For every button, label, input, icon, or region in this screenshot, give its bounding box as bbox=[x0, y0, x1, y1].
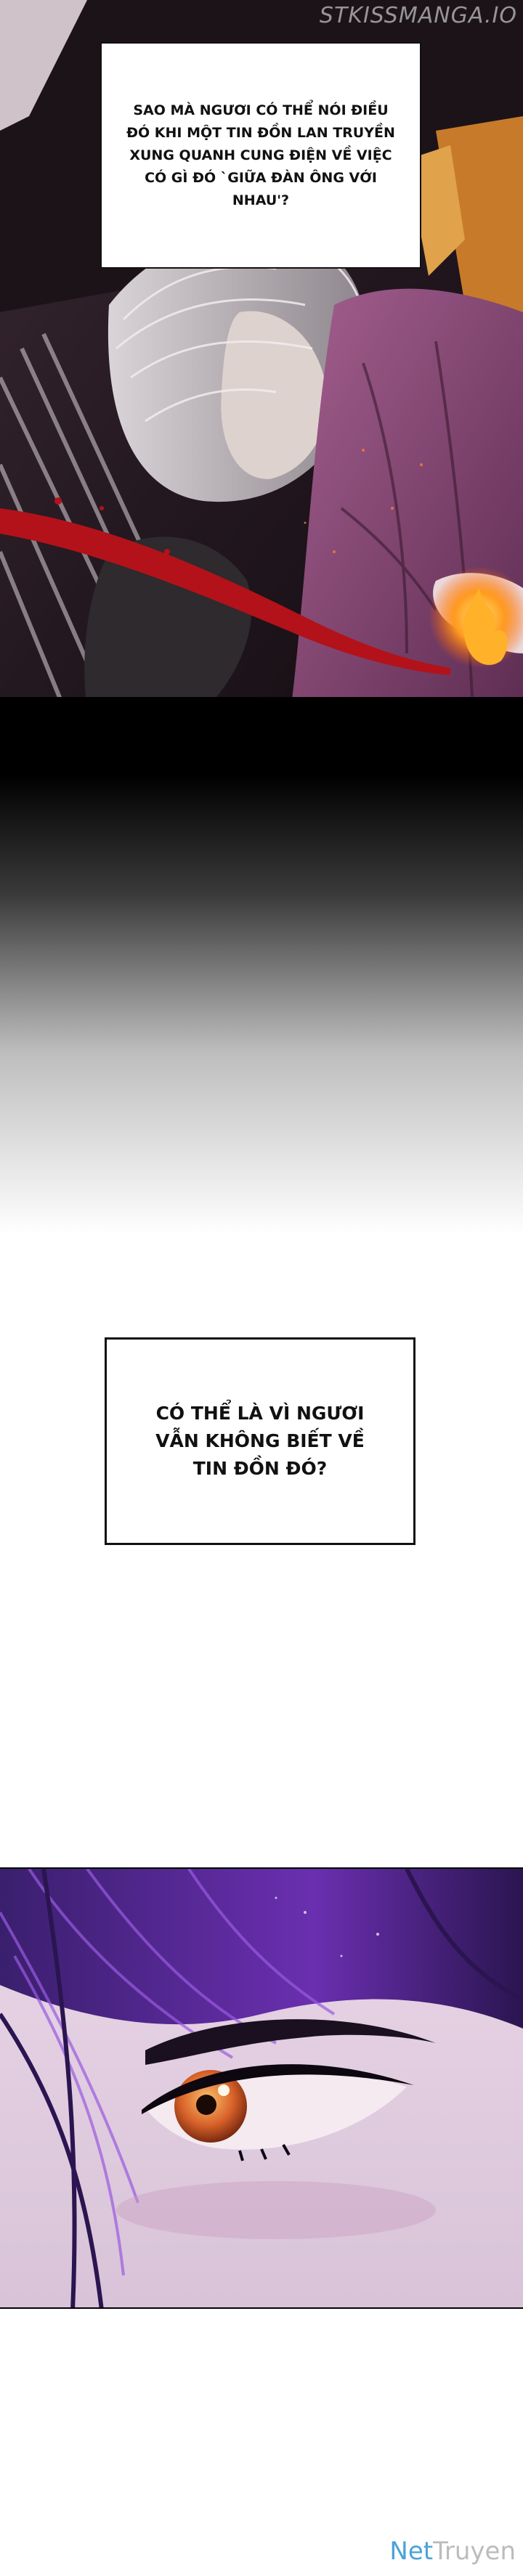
eye-pupil bbox=[196, 2095, 216, 2115]
brand-logo-part1: Net bbox=[389, 2537, 434, 2566]
brand-logo-part2: Truyen bbox=[433, 2537, 516, 2566]
cheek-shade bbox=[116, 2181, 436, 2239]
site-watermark: STKISSMANGA.IO bbox=[319, 3, 517, 28]
panel-bottom-edge bbox=[0, 697, 523, 712]
speech-text-2: CÓ THỂ LÀ VÌ NGƯƠI VẪN KHÔNG BIẾT VỀ TIN ĐỒN ĐÓ? bbox=[155, 1403, 365, 1479]
speech-bubble-2 bbox=[105, 1337, 415, 1545]
speech-text-1: SAO MÀ NGƯƠI CÓ THỂ NÓI ĐIỀU ĐÓ KHI MỘT TIN ĐỒN LAN TRUYỀN XUNG QUANH CUNG ĐIỆN VỀ VIỆC CÓ GÌ ĐÓ `GIỮA ĐÀN ÔNG VỚI NHAU'? bbox=[126, 102, 395, 208]
brand-logo bbox=[389, 2537, 516, 2566]
eye-highlight bbox=[218, 2084, 230, 2096]
action-panel bbox=[0, 0, 523, 712]
eye-illustration bbox=[0, 1869, 523, 2309]
eye-panel bbox=[0, 1867, 523, 2309]
purple-hair bbox=[0, 1869, 523, 2029]
transition-fade bbox=[0, 712, 523, 1234]
speech-bubble-1 bbox=[100, 42, 421, 269]
